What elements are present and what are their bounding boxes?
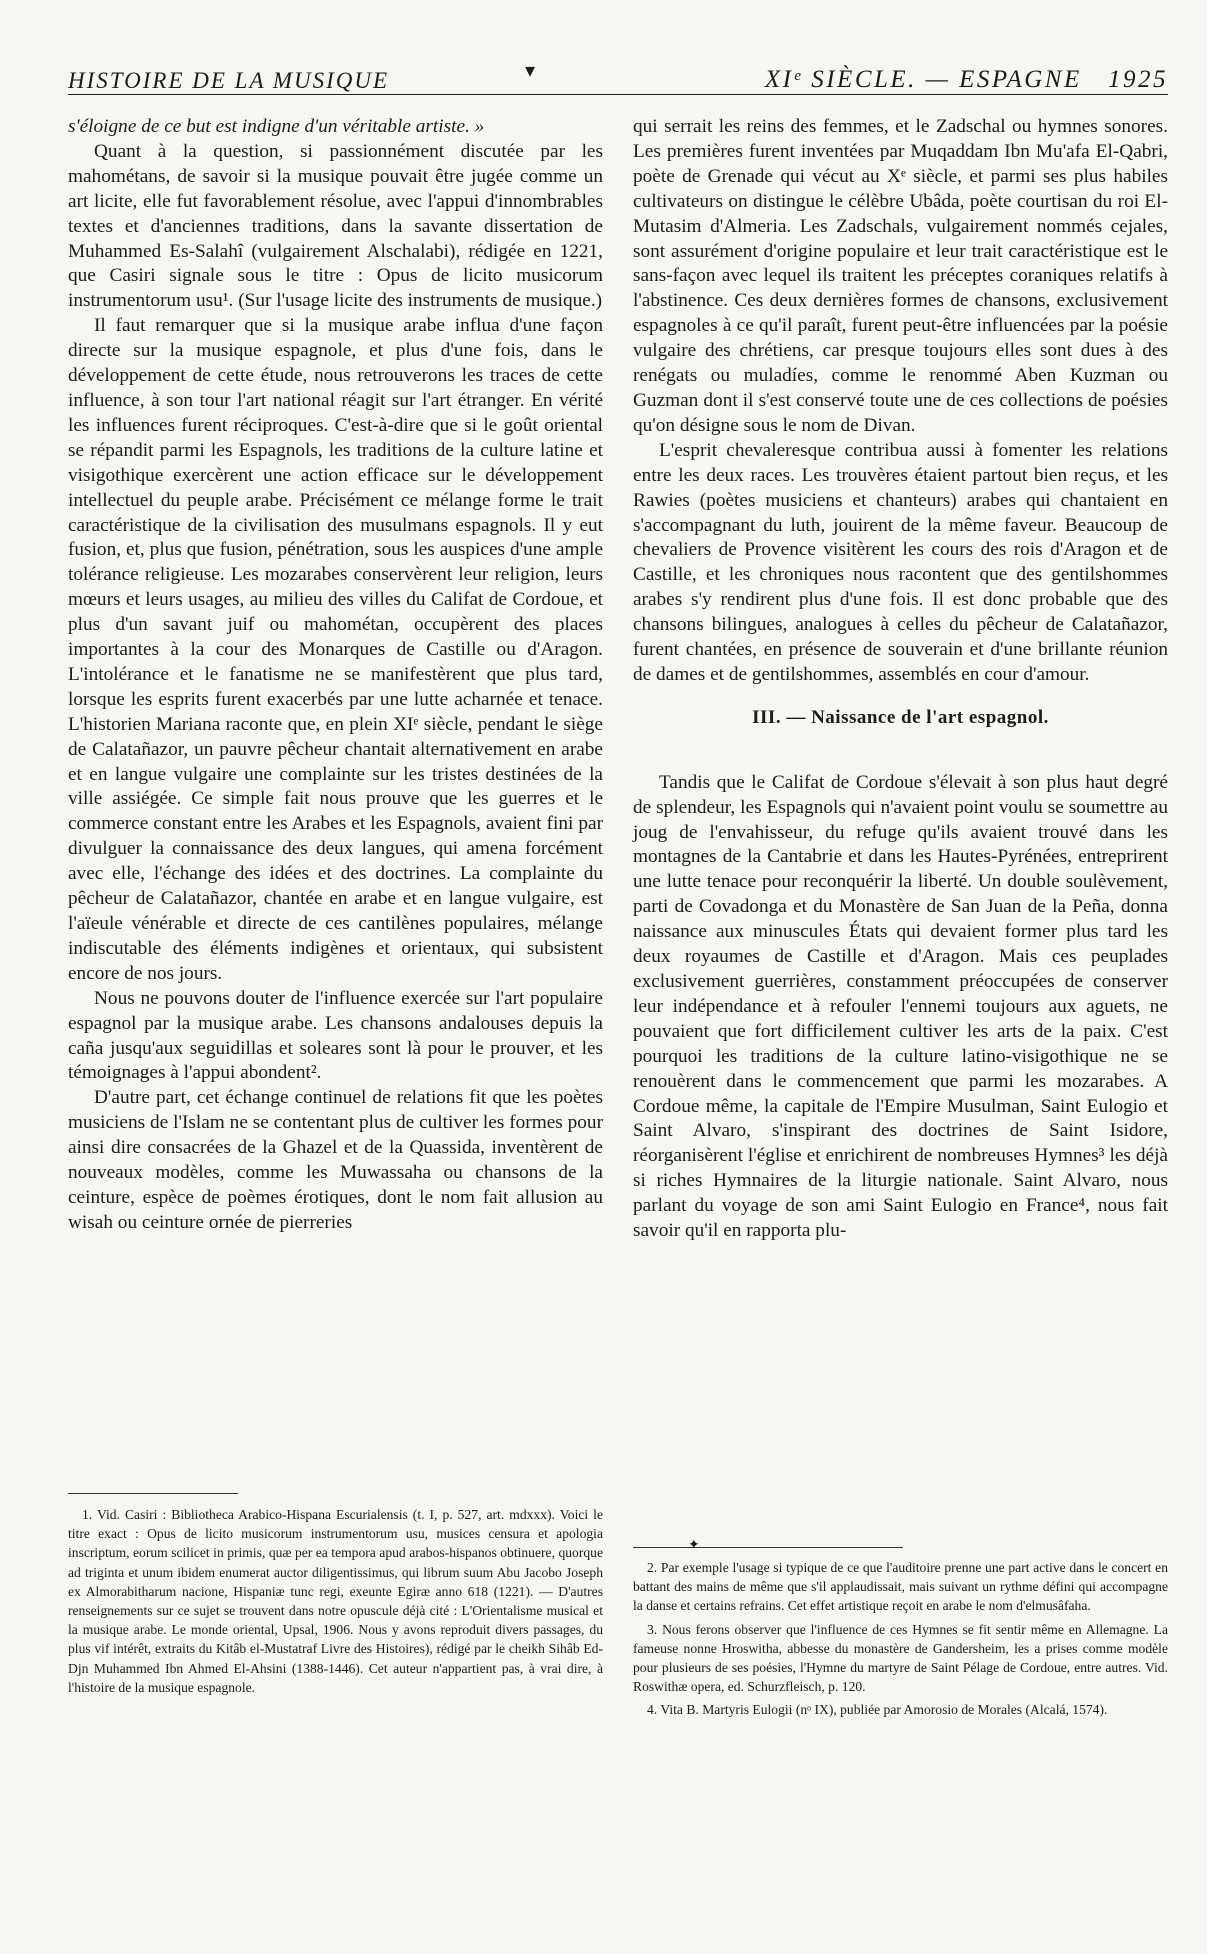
paragraph: D'autre part, cet échange continuel de relations fit que les poètes musiciens de l'Islam ne se contentant plus de cultiver les formes pour ainsi dire consacrées de la Ghazel et de la Quassida, inventèrent de nouveaux modèles, comme les Muwassaha ou chansons de la ceinture, espèce de poèmes érotiques, dont le nom fait allusion au wisah ou ceinture ornée de pierreries: [68, 1087, 603, 1233]
footnotes-right: [633, 1558, 1168, 1724]
footnote: 2. Par exemple l'usage si typique de ce que l'auditoire prenne une part active dans le concert en battant des mains de même que s'il applaudissait, mais suivant un rythme défini qui accompagne la danse et certains refrains. Cet effet artistique reçoit en arabe le nom d'elmusâfaha.: [633, 1560, 1168, 1614]
section-heading-text: III. — Naissance de l'art espagnol.: [752, 706, 1049, 728]
running-header: [68, 60, 1168, 95]
page-number: 1925: [1108, 66, 1168, 93]
paragraph: Nous ne pouvons douter de l'influence exercée sur l'art populaire espagnol par la musique arabe. Les chansons andalouses depuis la caña jusqu'aux seguidillas et soleares sont là pour le prouver, et les témoignages à l'appui abondent².: [68, 987, 603, 1084]
right-column: [633, 115, 1168, 1244]
section-running-title: [765, 66, 1168, 94]
header-ornament: ▾: [525, 60, 536, 82]
rule-ornament: ✦: [688, 1538, 700, 1553]
footnotes-left: [68, 1505, 603, 1701]
paragraph: s'éloigne de ce but est indigne d'un véritable artiste. »: [68, 116, 485, 137]
running-title: HISTOIRE DE LA MUSIQUE: [68, 68, 390, 93]
footnote-rule: [68, 1493, 238, 1494]
section-heading: [633, 706, 1168, 731]
paragraph: qui serrait les reins des femmes, et le Zadschal ou hymnes sonores. Les premières furent inventées par Muqaddam Ibn Mu'afa El-Qabri, poète de Grenade qui vécut au Xᵉ siècle, et parmi ses plus habiles cultivateurs on distingue le célèbre Ubâda, poète courtisan du roi El-Mutasim d'Almeria. Les Zadschals, vulgairement nommés cejales, sont assurément d'origine populaire et leur trait caractéristique est le sans-façon avec lequel ils traitent les préceptes coraniques relatifs à l'abstinence. Ces deux dernières formes de chansons, exclusivement espagnoles à ce qu'il paraît, furent peut-être influencées par la poésie vulgaire des chrétiens, car presque toujours elles sont dues à des renégats ou muladíes, comme le renommé Aben Kuzman ou Guzman dont il s'est conservé toute une de ces collections de poésies qu'on désigne sous le nom de Divan.: [633, 116, 1168, 436]
footnote: 4. Vita B. Martyris Eulogii (nᵒ IX), publiée par Amorosio de Morales (Alcalá, 1574).: [647, 1702, 1108, 1718]
paragraph: Tandis que le Califat de Cordoue s'élevait à son plus haut degré de splendeur, les Espagnols qui n'avaient point voulu se soumettre au joug de l'envahisseur, du refuge qu'ils avaient trouvé dans les montagnes de la Cantabrie et dans les Hautes-Pyrénées, entreprirent une lutte tenace pour reconquérir la liberté. Un double soulèvement, parti de Covadonga et du Monastère de San Juan de la Peña, donna naissance aux minuscules États qui devaient former plus tard les deux royaumes de Castille et d'Aragon. Mais ces peuplades exclusivement guerrières, constamment préoccupées de conserver leur indépendance et à refouler l'ennemi toujours aux aguets, ne pouvaient que fort difficilement cultiver les arts de la paix. C'est pourquoi les traditions de la culture latino-visigothique ne se renouèrent dans le commencement que parmi les mozarabes. A Cordoue même, la capitale de l'Empire Musulman, Saint Eulogio et Saint Alvaro, s'inspirant des doctrines de Saint Isidore, réorganisèrent l'église et enrichirent de nombreuses Hymnes³ les déjà si riches Hymnaires de la liturgie nationale. Saint Alvaro, nous parlant du voyage de son ami Saint Eulogio en France⁴, nous fait savoir qu'il en rapporta plu-: [633, 771, 1168, 1242]
footnote: 1. Vid. Casiri : Bibliotheca Arabico-Hispana Escurialensis (t. I, p. 527, art. mdxxx). Voici le titre exact : Opus de licito musicorum instrumentorum usu, musices censura et apologia inscriptum, eorum scilicet in primis, quæ per ea tempora apud arabos-hispanos obtinuere, quorque ad triginta et unum ibidem enumerat auctor diligentissimus, qui librum suum Abu Jacobo Joseph ex Almorabitharum nacione, Hispaniæ tunc regi, exeunte Egiræ anno 618 (1221). — D'autres renseignements sur ce sujet se trouvent dans notre opuscule déjà cité : L'Orientalisme musical et la musique arabe. Le monde oriental, Upsal, 1906. Nous y avons reproduit divers passages, du plus vif intérêt, extraits du Kitâb el-Mustatraf Livre des Histoires), rédigé par le cheikh Sihâb Ed-Djn Muhammed Ibn Ahmed El-Ahsini (1388-1446). Cet auteur n'appartient pas, à vrai dire, à l'histoire de la musique espagnole.: [68, 1507, 603, 1695]
left-column: [68, 115, 603, 1236]
paragraph: Quant à la question, si passionnément discutée par les mahométans, de savoir si la musique pouvait être jugée comme un art licite, elle fut favorablement résolue, avec l'appui d'innombrables textes et d'anciennes traditions, dans la savante dissertation de Muhammed Es-Salahî (vulgairement Alschalabi), rédigée en 1221, que Casiri signale sous le titre : Opus de licito musicorum instrumentorum usu¹. (Sur l'usage licite des instruments de musique.): [68, 140, 603, 312]
footnote-rule: [633, 1538, 903, 1553]
paragraph: Il faut remarquer que si la musique arabe influa d'une façon directe sur la musique espagnole, et plus d'une fois, dans le développement de cette étude, nous retrouverons les traces de cette influence, à son tour l'art national réagit sur l'art étranger. En vérité les influences furent réciproques. C'est-à-dire que si le goût oriental se répandit parmi les Espagnols, les traditions de la culture latine et visigothique exercèrent une action efficace sur le développement intellectuel du peuple arabe. Précisément ce mélange forme le trait caractéristique de la civilisation des musulmans espagnols. Il y eut fusion, et, plus que fusion, pénétration, sous les auspices d'une ample tolérance religieuse. Les mozarabes conservèrent leur religion, leurs mœurs et leurs usages, au milieu des villes du Califat de Cordoue, et plus d'un savant juif ou mahométan, occupèrent des places importantes à la cour des Monarques de Castille ou d'Aragon. L'intolérance et le fanatisme ne se manifestèrent que plus tard, lorsque les esprits furent exacerbés par une lutte acharnée et tenace. L'historien Mariana raconte que, en plein XIᵉ siècle, pendant le siège de Calatañazor, un pauvre pêcheur chantait alternativement en arabe et en langue vulgaire une complainte sur les tristes destinées de la ville assiégée. Ce simple fait nous prouve que les guerres et le commerce constant entre les Arabes et les Espagnols, avaient fini par divulguer la connaissance des deux langues, qui amena forcément avec elle, l'échange des idées et des doctrines. La complainte du pêcheur de Calatañazor, chantée en arabe et en langue vulgaire, est l'aïeule vénérable et directe de ces cantilènes populaires, mélange indiscutable des éléments indigènes et orientaux, qui subsistent encore de nos jours.: [68, 315, 603, 984]
chapter-title: XIᵉ SIÈCLE. — ESPAGNE: [764, 66, 1082, 93]
paragraph: L'esprit chevaleresque contribua aussi à fomenter les relations entre les deux races. Les trouvères étaient partout bien reçus, et les Rawies (poètes musiciens et chanteurs) arabes qui chantaient en s'accompagnant du luth, jouirent de la même faveur. Beaucoup de chevaliers de Provence visitèrent les cours des rois d'Aragon et de Castille, et les chroniques nous racontent que des gentilshommes arabes s'y rendirent plus d'une fois. Il est donc probable que des chansons bilingues, analogues à celles du pêcheur de Calatañazor, furent chantées, en présence de souverain et d'une brillante réunion de dames et de gentilshommes, assemblés en cour d'amour.: [633, 439, 1168, 685]
footnote: 3. Nous ferons observer que l'influence de ces Hymnes se fit sentir même en Allemagne. La fameuse nonne Hroswitha, abbesse du monastère de Gandersheim, les a prises comme modèle pour plusieurs de ses poésies, l'Hymne du martyre de Saint Pélage de Cordoue, entre autres. Vid. Roswithæ opera, ed. Schurzfleisch, p. 120.: [633, 1621, 1168, 1695]
